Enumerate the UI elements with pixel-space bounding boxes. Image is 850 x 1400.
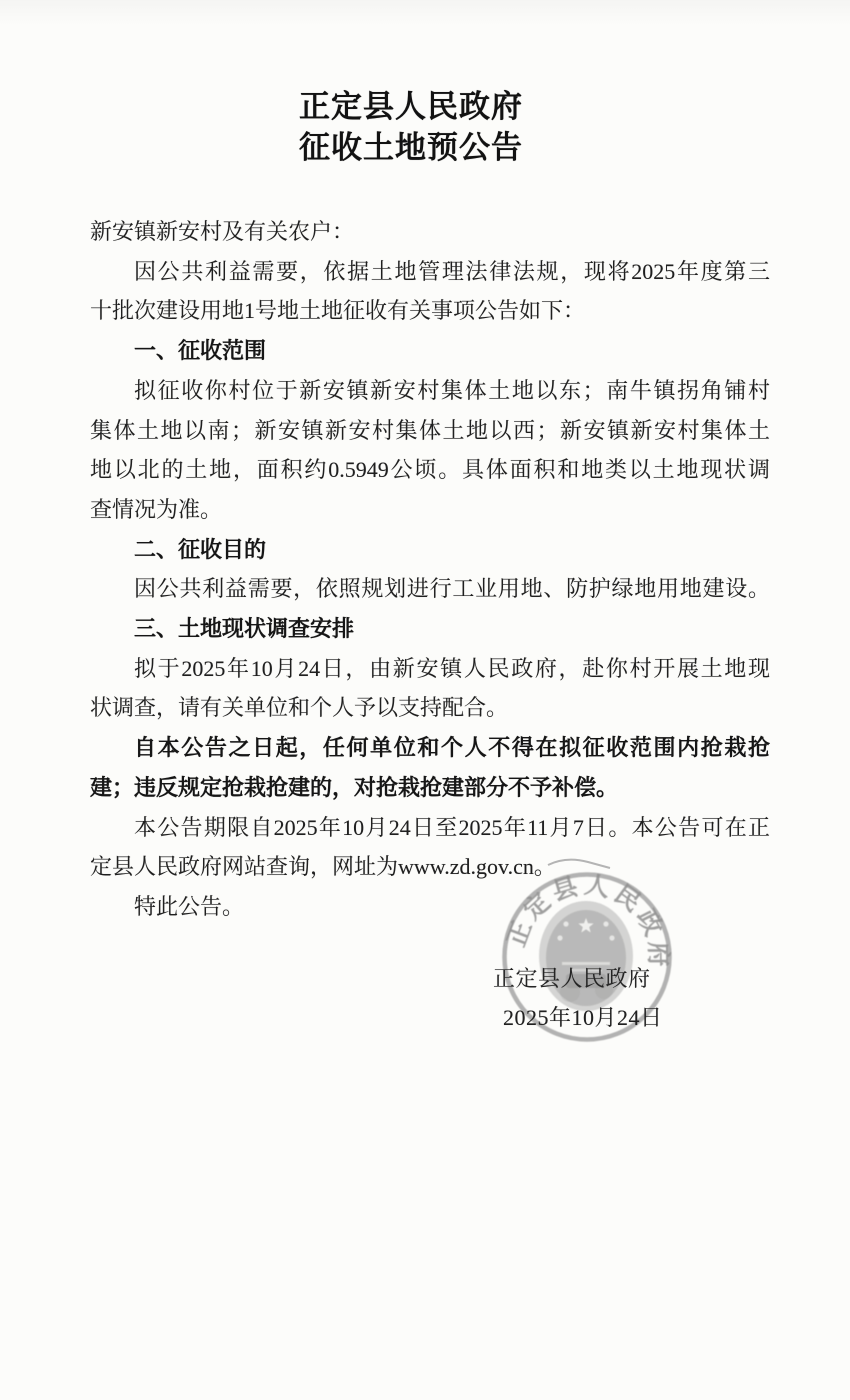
- paragraph-line-url: 定县人民政府网站查询，网址为www.zd.gov.cn。: [90, 854, 556, 880]
- paragraph-line: 本公告期限自2025年10月24日至2025年11月7日。本公告可在正: [134, 814, 770, 840]
- paragraph-line: 状调查，请有关单位和个人予以支持配合。: [90, 695, 509, 721]
- paragraph-line: 拟于2025年10月24日，由新安镇人民政府，赴你村开展土地现: [134, 655, 770, 681]
- section-heading-1: 一、征收范围: [134, 338, 267, 364]
- document-title: [0, 86, 822, 168]
- section-heading-3: 三、土地现状调查安排: [134, 616, 355, 642]
- paragraph-line: 因公共利益需要，依照规划进行工业用地、防护绿地用地建设。: [134, 576, 770, 602]
- paragraph-line: 因公共利益需要，依据土地管理法律法规，现将2025年度第三: [134, 258, 770, 284]
- salutation-line: 新安镇新安村及有关农户：: [90, 219, 355, 244]
- seal-ring-text: 正定县人民政府: [502, 870, 673, 971]
- title-line-1: 正定县人民政府: [299, 89, 523, 124]
- closing-line: 特此公告。: [134, 893, 245, 919]
- paragraph-line: 十批次建设用地1号地土地征收有关事项公告如下：: [90, 298, 586, 324]
- issuer-signature: 正定县人民政府: [493, 966, 651, 991]
- emblem-small-star-icon: [609, 935, 614, 940]
- warning-line: 建；违反规定抢栽抢建的，对抢栽抢建部分不予补偿。: [90, 774, 619, 800]
- paragraph-line: 集体土地以南；新安镇新安村集体土地以西；新安镇新安村集体土: [90, 417, 770, 443]
- paragraph-line: 地以北的土地，面积约0.5949公顷。具体面积和地类以土地现状调: [90, 457, 770, 483]
- title-line-2: 征收土地预公告: [299, 130, 523, 165]
- emblem-small-star-icon: [563, 921, 568, 926]
- emblem-small-star-icon: [557, 935, 562, 940]
- section-heading-2: 二、征收目的: [134, 536, 267, 562]
- issue-date: 2025年10月24日: [503, 1005, 663, 1030]
- emblem-small-star-icon: [603, 921, 608, 926]
- warning-line: 自本公告之日起，任何单位和个人不得在拟征收范围内抢栽抢: [134, 735, 770, 761]
- document-body: [90, 212, 770, 927]
- paragraph-line: 查情况为准。: [90, 496, 223, 522]
- paragraph-line: 拟征收你村位于新安镇新安村集体土地以东；南牛镇拐角铺村: [134, 377, 770, 403]
